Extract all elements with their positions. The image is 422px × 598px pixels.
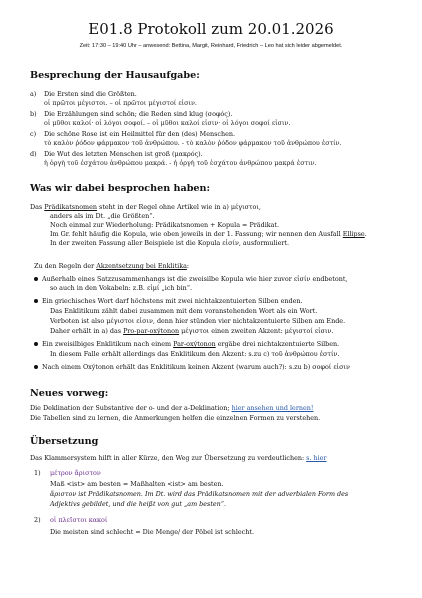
translation-note: ἄριστον ist Prädikatsnomen. Im Dt. wird das Prädikatsnomen mit der adverbialen Form des (50, 490, 349, 498)
bullet-continuation: Daher erhält in a) das Pro-par-oxýtonon μέγιστοι einen zweiten Akzent: μέγιστοί εἰσιν. (50, 327, 334, 335)
bullet-icon (34, 342, 38, 346)
section-heading-translation: Übersetzung (30, 436, 99, 447)
translation-note: Adjektivs gebildet, und die heißt von gut „am besten“. (50, 500, 227, 508)
note-line: Im Gr. fehlt häufig die Kopula, wie oben jeweils in der 1. Fassung; wir nennen den Ausfall Ellipse. (50, 230, 367, 238)
bullet-continuation: Verboten ist also μέγιστοι εἰσιν, denn hier stünden vier nichtakzentuierte Silben am Ende. (50, 317, 346, 325)
bracket-system-link[interactable]: s. hier (306, 454, 327, 462)
section-heading-homework: Besprechung der Hausaufgabe: (30, 70, 200, 81)
bullet-item: Nach einem Oxýtonon erhält das Enklitikum keinen Akzent (warum auch?): s.zu b) σοφοί εἰσιν (34, 363, 350, 372)
item-a-greek: οἱ πρῶτοι μέγιστοι. – οἱ πρῶτοι μέγιστοί εἰσιν. (44, 99, 197, 107)
bullet-item: Außerhalb eines Satzzusammenhangs ist die zweisilbe Kopula wie hier zuvor εἰσίν endbetont, (34, 275, 347, 284)
predicate-noun-paragraph: Das Prädikatsnomen steht in der Regel ohne Artikel wie in a) μέγιστοι, (30, 203, 261, 211)
meta-line: Zeit: 17:30 – 19:40 Uhr – anwesend: Bettina, Margit, Reinhard, Friedrich – Leo hat sich leider abgemeldet. (79, 43, 343, 49)
note-line: anders als im Dt. „die Größten“. (50, 212, 155, 220)
page-title: E01.8 Protokoll zum 20.01.2026 (88, 20, 334, 38)
translation-text: Die meisten sind schlecht = Die Menge/ der Pöbel ist schlecht. (50, 528, 254, 536)
bullet-icon (34, 299, 38, 303)
item-d-greek: ἡ ὀργὴ τοῦ ἐσχάτου ἀνθρώπου μακρά. - ἡ ὀργὴ τοῦ ἐσχάτου ἀνθρώπου μακρά ἐστιν. (44, 159, 317, 167)
item-c-greek: τὸ καλὸν ῥόδον φάρμακον τοῦ ἀνθρώπου. - τὸ καλὸν ῥόδον φάρμακον τοῦ ἀνθρώπου ἐστίν. (44, 139, 342, 147)
greek-phrase: μέτρον ἄριστον (50, 469, 101, 477)
item-a: a) Die Ersten sind die Größten. (30, 90, 137, 98)
declension-link[interactable]: hier ansehen und lernen! (231, 404, 314, 412)
tables-note: Die Tabellen sind zu lernen, die Anmerkungen helfen die einzelnen Formen zu verstehen. (30, 414, 321, 422)
translation-text: Maß <ist> am besten = Maßhalten <ist> am besten. (50, 480, 224, 488)
item-b: b) Die Erzählungen sind schön; die Reden sind klug (σοφός). (30, 110, 233, 118)
bullet-icon (34, 365, 38, 369)
bullet-icon (34, 277, 38, 281)
item-c: c) Die schöne Rose ist ein Heilmittel für den (des) Menschen. (30, 130, 236, 138)
bullet-continuation: Das Enklitikum zählt dabei zusammen mit dem voranstehenden Wort als ein Wort. (50, 307, 318, 315)
greek-phrase: οἱ πλεῖστοι κακοί (50, 516, 108, 524)
translation-item-2: 2) οἱ πλεῖστοι κακοί (34, 516, 108, 524)
item-b-greek: οἱ μῦθοι καλοί· οἱ λόγοι σοφοί. – οἱ μῦθοι καλοί εἰσιν· οἱ λόγοι σοφοί εἰσιν. (44, 119, 291, 127)
note-line: In der zweiten Fassung aller Beispiele ist die Kopula εἰσίν, ausformuliert. (50, 239, 290, 247)
declension-line: Die Deklination der Substantive der o- und der a-Deklination; hier ansehen und lernen! (30, 404, 314, 412)
bullet-item: Ein griechisches Wort darf höchstens mit zwei nichtakzentuierten Silben enden. (34, 297, 303, 306)
note-line: Noch einmal zur Wiederholung: Prädikatsnomen + Kopula = Prädikat. (50, 221, 280, 229)
bullet-continuation: In diesem Falle erhält allerdings das Enklitikum den Akzent: s.zu c) τοῦ ἀνθρώπου ἐστίν. (50, 350, 340, 358)
translation-item-1: 1) μέτρον ἄριστον (34, 469, 101, 477)
bracket-system-line: Das Klammersystem hilft in aller Kürze, den Weg zur Übersetzung zu verdeutlichen: s. hier (30, 454, 327, 462)
bullet-item: Ein zweisilbiges Enklitikum nach einem Par-oxýtonon ergäbe drei nichtakzentuierte Silben. (34, 340, 339, 349)
section-heading-new: Neues vorweg: (30, 388, 109, 399)
section-heading-discussion: Was wir dabei besprochen haben: (30, 183, 211, 194)
bullet-continuation: so auch in den Vokabeln: z.B. εἰμί „ich bin“. (50, 284, 193, 292)
accent-rules-intro: Zu den Regeln der Akzentsetzung bei Enklitika: (34, 262, 190, 270)
item-d: d) Die Wut des letzten Menschen ist groß (μακρός). (30, 150, 203, 158)
